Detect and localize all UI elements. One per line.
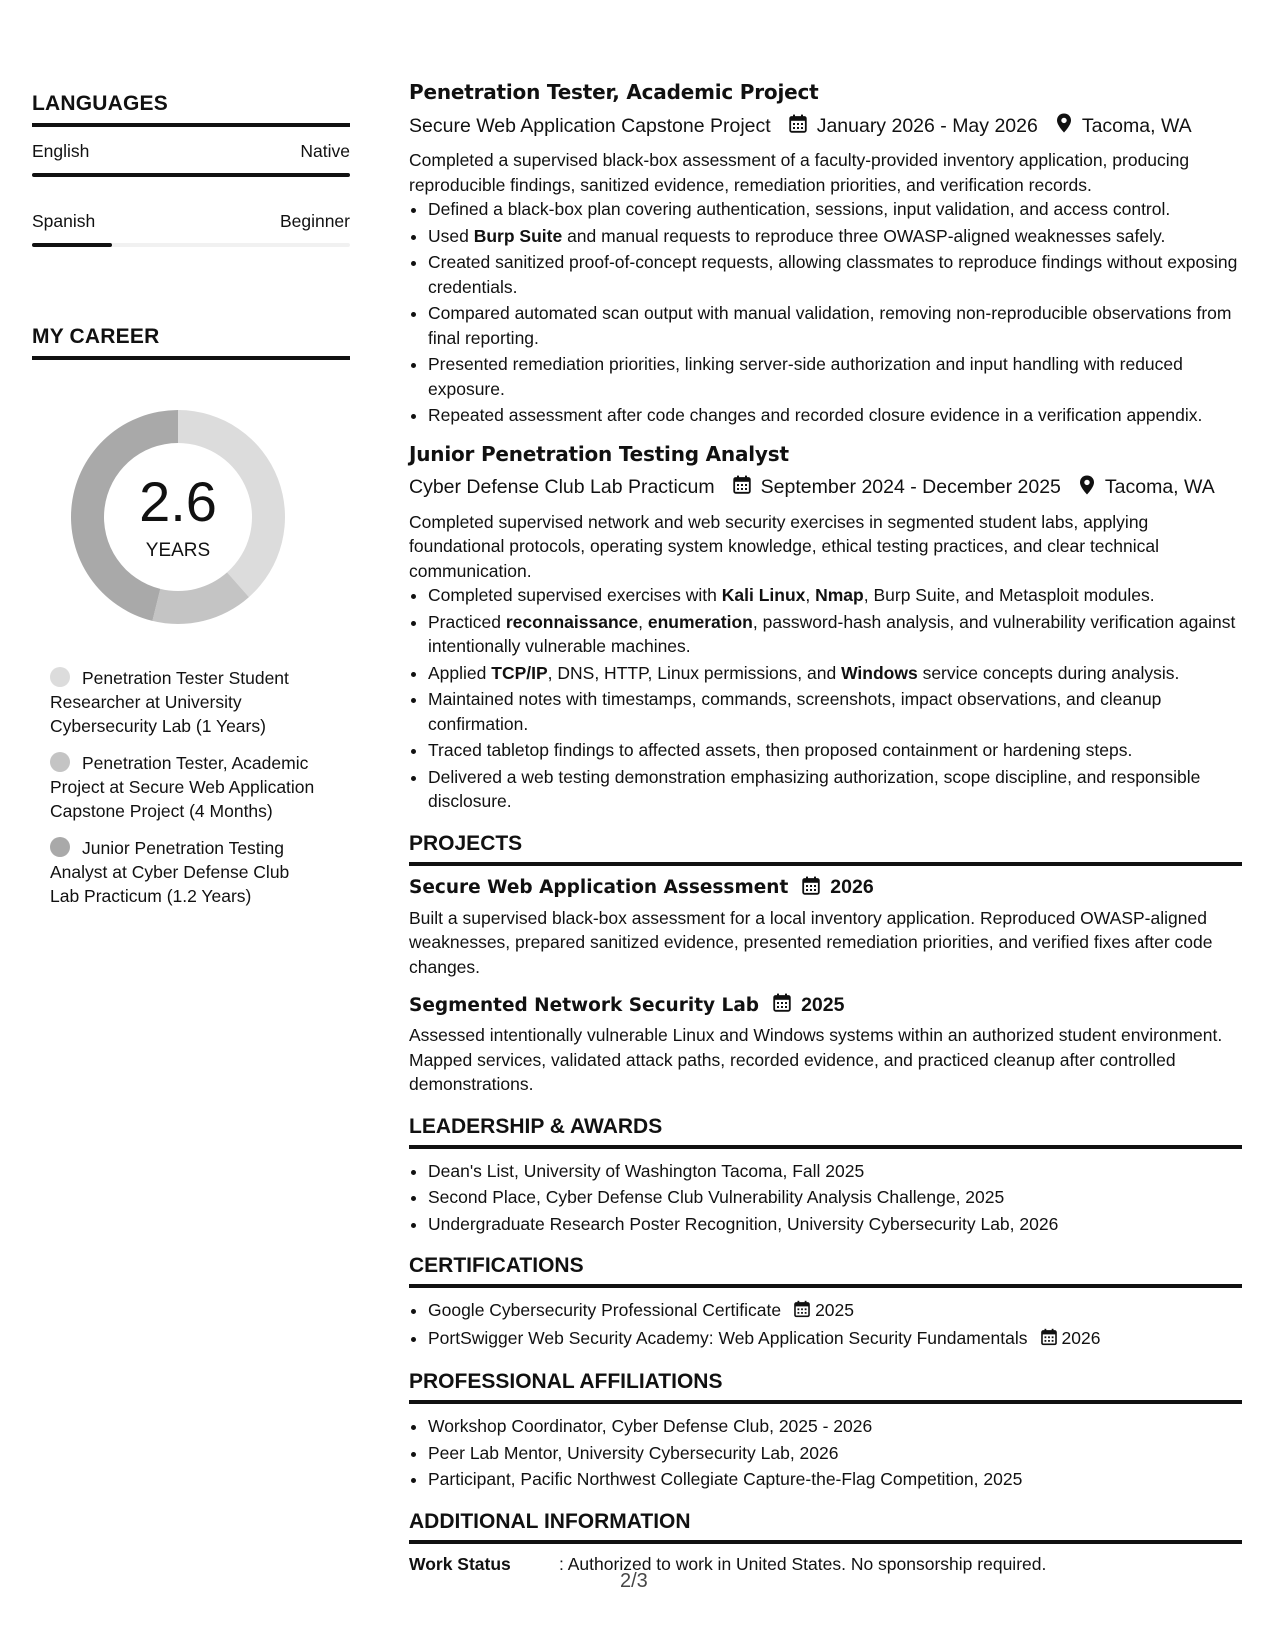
- calendar-icon: [794, 1300, 810, 1323]
- career-heading: MY CAREER: [32, 325, 350, 360]
- bullet-text: Compared automated scan output with manual validation, removing non-reproducible observations from final reporting.: [428, 303, 1232, 348]
- calendar-icon: [773, 993, 791, 1017]
- legend-label: Junior Penetration Testing Analyst at Cyber Defense Club Lab Practicum (1.2 Years): [50, 838, 290, 906]
- location-pin-icon: [1079, 475, 1095, 501]
- bold-keyword: reconnaissance: [505, 611, 639, 632]
- language-item: [32, 211, 350, 247]
- projects-heading: PROJECTS: [409, 832, 1242, 866]
- legend-dot-icon: [50, 752, 70, 772]
- project-name: Segmented Network Security Lab: [409, 994, 760, 1016]
- list-item: • Undergraduate Research Poster Recognition, University Cybersecurity Lab, 2026: [428, 1212, 1242, 1237]
- bullet-text: Defined a black-box plan covering authentication, sessions, input validation, and access control.: [428, 199, 1171, 219]
- leadership-heading: LEADERSHIP & AWARDS: [409, 1115, 1242, 1149]
- bullet-text: ,: [638, 611, 648, 632]
- bullet-item: [428, 687, 1242, 736]
- bullet-item: [428, 610, 1242, 659]
- legend-dot-icon: [50, 667, 70, 687]
- affiliations-heading: PROFESSIONAL AFFILIATIONS: [409, 1370, 1242, 1404]
- project-entry: [409, 993, 1242, 1097]
- job-description: Completed supervised network and web security exercises in segmented student labs, applying foundational protocols, operating system knowledge, ethical testing practices, and clear technical communication.: [409, 511, 1160, 581]
- bullet-text: Maintained notes with timestamps, commands, screenshots, impact observations, and cleanup confirmation.: [428, 689, 1162, 734]
- project-name: Secure Web Application Assessment: [409, 877, 789, 898]
- bold-keyword: TCP/IP: [491, 662, 548, 683]
- job-title: Penetration Tester, Academic Project: [409, 80, 819, 104]
- list-item: • Second Place, Cyber Defense Club Vulnerability Analysis Challenge, 2025: [428, 1185, 1242, 1210]
- experience-section: [409, 80, 1242, 814]
- bold-keyword: Nmap: [815, 585, 864, 605]
- bullet-item: [428, 403, 1242, 428]
- calendar-icon: [1040, 1328, 1056, 1351]
- legend-dot-icon: [50, 837, 70, 857]
- project-date: 2025: [801, 993, 845, 1016]
- bullet-text: , Burp Suite, and Metasploit modules.: [863, 585, 1155, 605]
- additional-info-heading: ADDITIONAL INFORMATION: [409, 1510, 1242, 1544]
- work-status-value: : Authorized to work in United States. No sponsorship required.: [559, 1553, 1047, 1574]
- job-meta: [409, 113, 1242, 139]
- bullet-item: [428, 583, 1242, 608]
- leadership-list: [409, 1159, 1242, 1237]
- language-proficiency-bar: [32, 243, 350, 247]
- list-item: • Participant, Pacific Northwest Collegiate Capture-the-Flag Competition, 2025: [428, 1467, 1242, 1492]
- project-description: Assessed intentionally vulnerable Linux and Windows systems within an authorized student environment. Mapped services, validated attack paths, recorded evidence, and practiced cleanup after controlled demonstrations.: [409, 1025, 1223, 1094]
- calendar-icon: [789, 114, 807, 139]
- bold-keyword: Windows: [841, 662, 918, 683]
- projects-list: [409, 876, 1242, 1097]
- language-item: [32, 141, 350, 177]
- bold-keyword: enumeration: [647, 611, 753, 632]
- main-content: [409, 76, 1242, 1575]
- bold-keyword: Burp Suite: [473, 225, 563, 246]
- bullet-text: Practiced: [428, 611, 506, 632]
- career-total-unit: YEARS: [145, 540, 211, 561]
- bullet-item: [428, 224, 1242, 249]
- bold-keyword: Kali Linux: [721, 585, 806, 605]
- bullet-text: Traced tabletop findings to affected assets, then proposed containment or hardening steps.: [428, 740, 1133, 760]
- career-donut-chart: [65, 404, 291, 630]
- certification-date: 2025: [815, 1300, 855, 1320]
- bullet-item: [428, 301, 1242, 350]
- location-pin-icon: [1056, 113, 1072, 139]
- bullet-text: and manual requests to reproduce three OWASP-aligned weaknesses safely.: [562, 225, 1166, 246]
- sidebar: [32, 92, 350, 921]
- bullet-text: Completed supervised exercises with: [428, 585, 722, 605]
- experience-entry: [409, 442, 1242, 814]
- list-item: • Dean's List, University of Washington Tacoma, Fall 2025: [428, 1159, 1242, 1184]
- bullet-text: ,: [805, 585, 816, 605]
- job-location: Tacoma, WA: [1081, 114, 1192, 137]
- languages-heading: LANGUAGES: [32, 92, 350, 127]
- job-title: Junior Penetration Testing Analyst: [409, 441, 789, 466]
- certification-item: [428, 1298, 1242, 1324]
- job-bullets: [409, 197, 1242, 428]
- job-meta: [409, 475, 1242, 501]
- certification-name: Google Cybersecurity Professional Certificate: [428, 1300, 782, 1320]
- page-number: 2/3: [620, 1570, 648, 1592]
- language-name: Spanish: [32, 211, 96, 231]
- languages-list: [32, 141, 350, 247]
- language-name: English: [32, 141, 90, 161]
- list-item: • Peer Lab Mentor, University Cybersecurity Lab, 2026: [428, 1441, 1242, 1466]
- project-entry: [409, 876, 1242, 980]
- project-title-row: [409, 993, 1242, 1017]
- bullet-item: [428, 352, 1242, 401]
- language-proficiency-fill: [32, 173, 350, 177]
- career-legend-item: [50, 836, 320, 908]
- language-row: [32, 211, 350, 232]
- project-title-row: [409, 876, 1242, 900]
- career-legend-item: [50, 666, 320, 738]
- bullet-text: Used: [428, 225, 474, 246]
- job-organization: Secure Web Application Capstone Project: [409, 114, 771, 137]
- certification-name: PortSwigger Web Security Academy: Web Application Security Fundamentals: [428, 1328, 1028, 1349]
- work-status-row: [409, 1554, 1242, 1575]
- bullet-item: [428, 765, 1242, 814]
- certifications-list: [409, 1298, 1242, 1352]
- job-description: Completed a supervised black-box assessment of a faculty-provided inventory application, producing reproducible findings, sanitized evidence, remediation priorities, and verification records.: [409, 150, 1190, 195]
- language-level: Native: [300, 141, 350, 161]
- bullet-text: Presented remediation priorities, linking server-side authorization and input handling with reduced exposure.: [428, 354, 1183, 399]
- bullet-item: [428, 197, 1242, 222]
- experience-entry: [409, 80, 1242, 428]
- calendar-icon: [802, 876, 820, 900]
- language-proficiency-fill: [32, 243, 112, 247]
- affiliations-list: [409, 1414, 1242, 1492]
- language-level: Beginner: [279, 211, 350, 231]
- bullet-item: [428, 250, 1242, 299]
- bullet-text: Delivered a web testing demonstration emphasizing authorization, scope discipline, and responsible disclosure.: [428, 766, 1201, 811]
- bullet-text: Created sanitized proof-of-concept requests, allowing classmates to reproduce findings without exposing credentials.: [428, 252, 1238, 297]
- legend-label: Penetration Tester Student Researcher at University Cybersecurity Lab (1 Years): [50, 668, 289, 736]
- language-row: [32, 141, 350, 162]
- job-organization: Cyber Defense Club Lab Practicum: [409, 476, 715, 498]
- bullet-text: , DNS, HTTP, Linux permissions, and: [547, 662, 842, 683]
- bullet-text: Repeated assessment after code changes and recorded closure evidence in a verification appendix.: [428, 405, 1203, 425]
- work-status-label: Work Status: [409, 1553, 511, 1574]
- career-legend: [50, 666, 320, 908]
- legend-label: Penetration Tester, Academic Project at Secure Web Application Capstone Project (4 Months): [50, 753, 315, 821]
- career-total-value: 2.6: [139, 470, 217, 533]
- career-legend-item: [50, 751, 320, 823]
- bullet-item: [428, 661, 1242, 686]
- job-bullets: [409, 583, 1242, 814]
- certifications-heading: CERTIFICATIONS: [409, 1254, 1242, 1288]
- certification-date: 2026: [1061, 1328, 1101, 1349]
- job-dates: September 2024 - December 2025: [760, 476, 1061, 498]
- list-item: • Workshop Coordinator, Cyber Defense Club, 2025 - 2026: [428, 1414, 1242, 1439]
- job-dates: January 2026 - May 2026: [816, 114, 1038, 137]
- bullet-text: , password-hash analysis, and vulnerability verification against intentionally vulnerable machines.: [428, 611, 1236, 656]
- bullet-text: service concepts during analysis.: [917, 662, 1180, 683]
- project-description: Built a supervised black-box assessment for a local inventory application. Reproduced OWASP-aligned weaknesses, prepared sanitized evidence, presented remediation priorities, and verified fixes after code changes.: [409, 907, 1213, 977]
- job-location: Tacoma, WA: [1104, 476, 1215, 498]
- project-date: 2026: [830, 876, 874, 898]
- bullet-item: [428, 738, 1242, 763]
- calendar-icon: [733, 475, 751, 500]
- bullet-text: Applied: [428, 662, 492, 683]
- language-proficiency-bar: [32, 173, 350, 177]
- certification-item: [428, 1326, 1242, 1352]
